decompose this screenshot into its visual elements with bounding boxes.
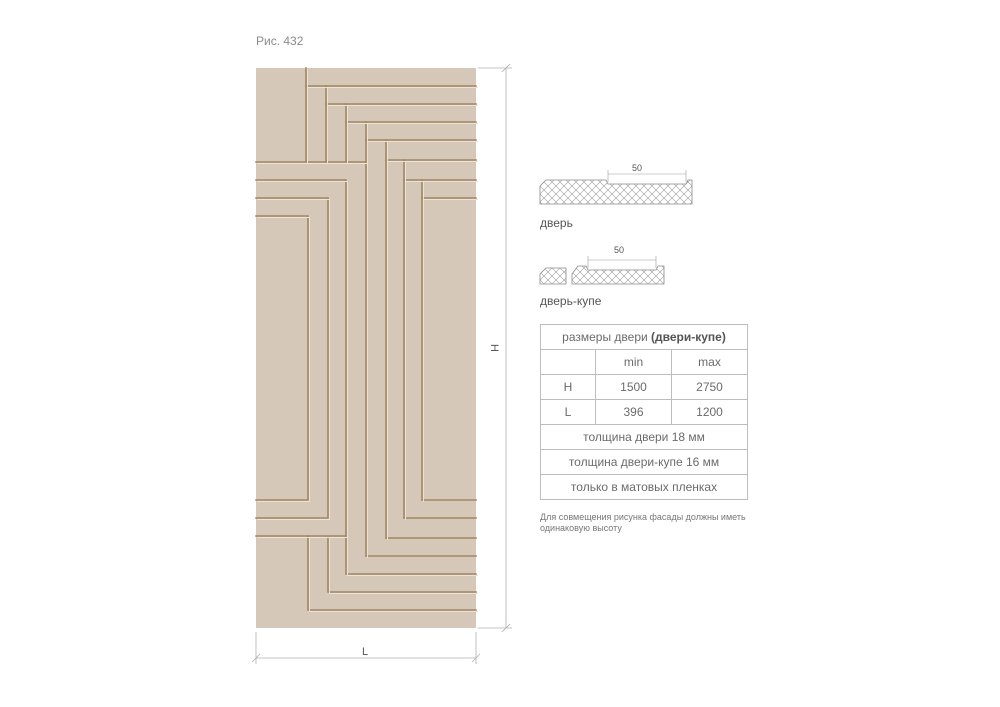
table-note-row	[541, 450, 748, 475]
table-title-prefix: размеры двери	[562, 330, 652, 344]
door-profile-groove-width: 50	[632, 163, 643, 173]
table-row	[541, 400, 748, 425]
height-dimension-label: H	[487, 344, 500, 352]
row-min-value: 1500	[596, 375, 672, 400]
table-header-min: min	[596, 350, 672, 375]
row-min-value: 396	[596, 400, 672, 425]
matte-film-note: только в матовых пленках	[541, 475, 748, 500]
door-profile-drawing	[536, 158, 706, 218]
table-title	[541, 325, 748, 350]
door-sizes-table	[540, 324, 748, 500]
table-note-row	[541, 425, 748, 450]
table-header-max: max	[672, 350, 748, 375]
sliding-door-thickness-note: толщина двери-купе 16 мм	[541, 450, 748, 475]
table-header-row	[541, 350, 748, 375]
figure-label: Рис. 432	[256, 34, 304, 48]
door-thickness-note: толщина двери 18 мм	[541, 425, 748, 450]
sliding-door-profile-groove-width: 50	[614, 245, 625, 255]
table-row	[541, 375, 748, 400]
row-label: L	[541, 400, 596, 425]
row-max-value: 1200	[672, 400, 748, 425]
door-profile-label: дверь	[540, 216, 573, 230]
table-title-bold: (двери-купе)	[651, 330, 726, 344]
alignment-footnote: Для совмещения рисунка фасады должны иметь одинаковую высоту	[540, 512, 746, 533]
row-label: H	[541, 375, 596, 400]
table-header-empty	[541, 350, 596, 375]
row-max-value: 2750	[672, 375, 748, 400]
sliding-door-profile-label: дверь-купе	[540, 294, 602, 308]
table-title-row	[541, 325, 748, 350]
width-dimension-label: L	[362, 646, 369, 658]
table-note-row	[541, 475, 748, 500]
